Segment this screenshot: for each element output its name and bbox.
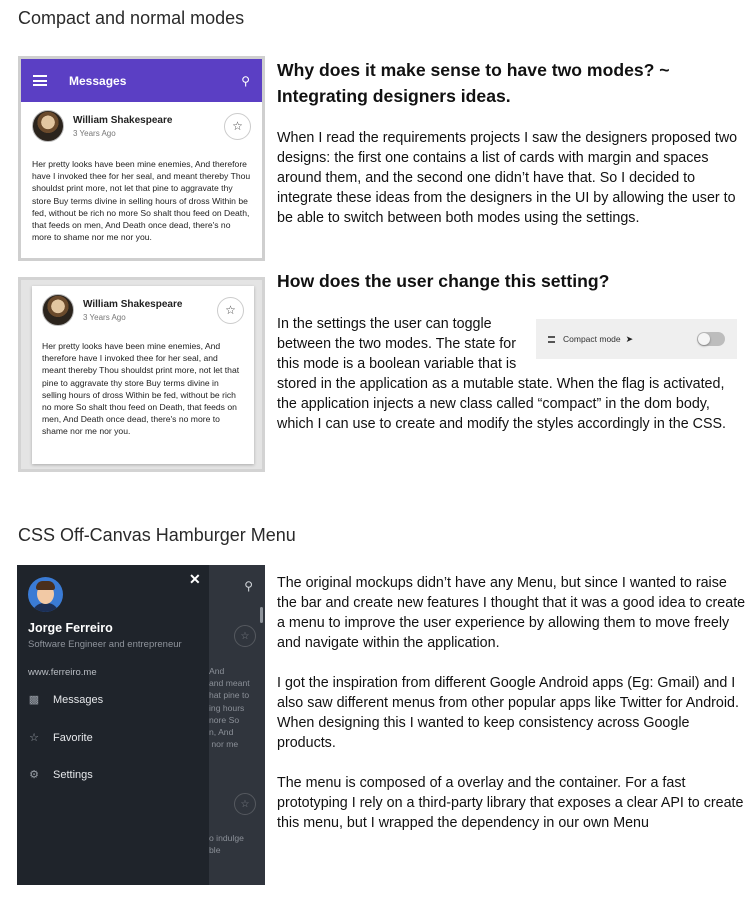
compact-mode-toggle[interactable]	[697, 332, 725, 346]
search-icon: ⚲	[241, 73, 250, 88]
paragraph-menu-inspiration: I got the inspiration from different Google Android apps (Eg: Gmail) and I also saw different menus from other popular apps like Twitter for Android. When designing this I wanted to keep consistency across Google products.	[277, 675, 739, 751]
message-body: Her pretty looks have been mine enemies, And therefore have I invoked thee for her seal, and meant thereby Thou shouldst print more, not let that pine to aggravate thy store Buy terms divine in selling hours of dross Within be fed, without be rich no more So shalt thou feed on Death, that feeds on men, And Death once dead, there's no more to shame nor me nor you.	[42, 341, 240, 437]
menu-item-settings[interactable]	[28, 768, 93, 781]
message-date: 3 Years Ago	[73, 128, 116, 138]
author-avatar	[32, 110, 64, 142]
close-icon[interactable]: ✕	[189, 571, 201, 587]
message-card	[32, 286, 254, 464]
author-avatar	[42, 294, 74, 326]
heading-two-modes: Why does it make sense to have two modes? ~ Integrating designers ideas.	[277, 60, 670, 106]
user-avatar	[28, 577, 63, 612]
paragraph-two-modes: When I read the requirements projects I saw the designers proposed two designs: the first one contains a list of cards with margin and spaces around them, and the second one didn’t have that. So I decided to integrate these ideas from the designers in the UI by allowing the user to be able to switch between both modes using the settings.	[277, 130, 738, 226]
author-name: William Shakespeare	[73, 114, 173, 126]
menu-item-label: Messages	[53, 693, 104, 706]
message-body: Her pretty looks have been mine enemies, And therefore have I invoked thee for her seal, and meant thereby Thou shouldst print more, not let that pine to aggravate thy store Buy terms divine in selling hours of dross Within be fed, without be rich no more So shalt thou feed on Death, that feeds on men, And Death once dead, there's no more to shame nor me nor you.	[32, 159, 251, 243]
section-title-modes: Compact and normal modes	[18, 8, 245, 28]
author-row	[32, 110, 251, 142]
cursor-icon: ➤	[625, 333, 634, 344]
message-card	[21, 102, 262, 258]
normal-mode-screenshot	[18, 56, 265, 261]
star-icon: ☆	[234, 625, 256, 647]
menu-item-label: Settings	[53, 768, 93, 781]
paragraph-setting-rest: stored in the application as a mutable state. When the flag is activated, the application injects a new class called “compact” in the dom body, which I can use to create and modify the styles accordingly in the CSS.	[277, 376, 726, 432]
section-title-menu: CSS Off-Canvas Hamburger Menu	[18, 525, 296, 545]
compact-mode-screenshot	[18, 277, 265, 472]
list-icon	[548, 336, 555, 343]
paragraph-menu-composition: The menu is composed of a overlay and the container. For a fast prototyping I rely on a third-party library that exposes a clear API to create this menu, but I wrapped the dependency in our own Menu	[277, 775, 744, 831]
compact-mode-setting	[536, 319, 737, 359]
search-icon: ⚲	[244, 579, 253, 593]
star-icon: ☆	[224, 113, 251, 140]
paragraph-menu-intro: The original mockups didn’t have any Menu, but since I wanted to raise the bar and create new features I thought that it was a good idea to create a menu to improve the user experience by allowing them to move freely and navigate within the application.	[277, 575, 746, 651]
author-row	[42, 294, 244, 326]
gear-icon: ⚙	[29, 769, 39, 781]
paragraph-setting-line2: between the two modes. The state for	[277, 336, 516, 352]
menu-item-messages[interactable]	[28, 693, 103, 706]
menu-drawer	[17, 565, 209, 885]
message-date: 3 Years Ago	[83, 312, 126, 322]
app-bar-title: Messages	[69, 73, 127, 88]
paragraph-setting-line1: In the settings the user can toggle	[277, 316, 492, 332]
star-icon: ☆	[29, 732, 39, 744]
dimmed-message-text: o indulge ble	[209, 833, 244, 856]
compact-mode-label: Compact mode	[563, 334, 621, 344]
user-role: Software Engineer and entrepreneur	[28, 639, 182, 650]
off-canvas-menu-screenshot	[17, 565, 265, 885]
paragraph-setting-line3: this mode is a boolean variable that is	[277, 356, 517, 372]
dimmed-message-text: And and meant hat pine to ing hours nore So n, And nor me	[209, 666, 250, 750]
heading-change-setting: How does the user change this setting?	[277, 271, 610, 291]
message-icon: ▩	[28, 694, 40, 706]
user-website[interactable]: www.ferreiro.me	[28, 667, 97, 678]
user-name: Jorge Ferreiro	[28, 621, 113, 635]
app-bar	[21, 59, 262, 102]
star-icon: ☆	[217, 297, 244, 324]
star-icon: ☆	[234, 793, 256, 815]
menu-item-favorite[interactable]	[28, 731, 93, 744]
menu-item-label: Favorite	[53, 731, 93, 744]
author-name: William Shakespeare	[83, 298, 183, 310]
hamburger-menu-icon	[33, 75, 47, 86]
scrollbar[interactable]	[260, 607, 263, 623]
